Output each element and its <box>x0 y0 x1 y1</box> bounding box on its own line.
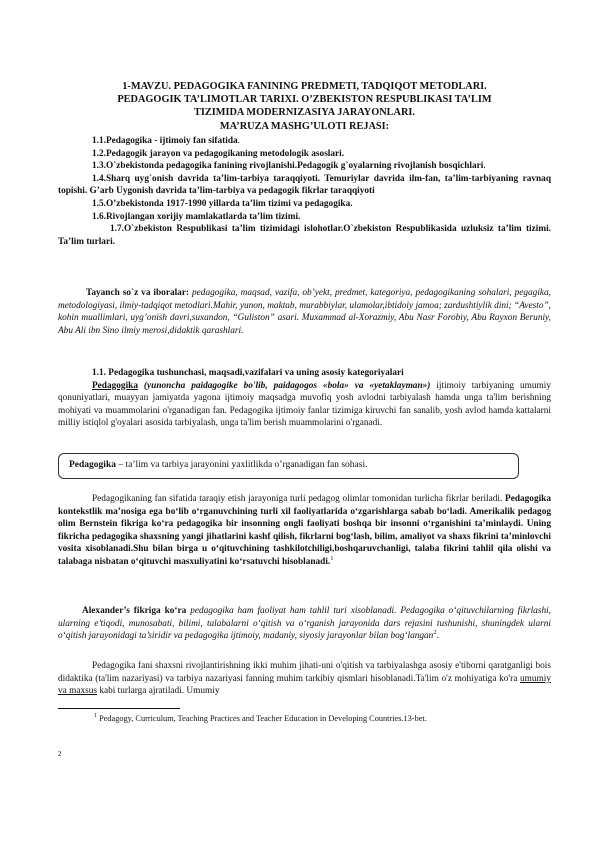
keywords-text: pedagogika, maqsad, vazifa, ob’yekt, predmet, kategoriya, pedagogikaning sohalari, pegagika, metodologiyasi, ilmiy-tadqiqot metodlari.Mahir, yunon, maktab, murabbiylar, ulamolar,ibtidoiy jamoa; zardushtiylik dini; “Avesto”, kohin muallimlari, uyg’onish davri,suxandon, “Guliston” asari. Muxammad al-Xorazmiy, Abu Nasr Forobiy, Abu Rayxon Beruniy, Abu Ali ibn Sino ilmiy merosi,didaktik qarashlari. <box>58 288 551 336</box>
section-1-1 <box>58 367 551 430</box>
title-line: PEDAGOGIK TA’LIMOTLAR TARIXI. O’ZBEKISTON RESPUBLIKASI TA’LIM <box>117 94 492 106</box>
plan-item: 1.6.Rivojlangan xorijiy mamlakatlarda ta’lim tizimi. <box>92 211 301 222</box>
page-number: 2 <box>58 750 62 758</box>
plan-heading: MA’RUZA MASHG’ULOTI REJASI: <box>219 120 390 132</box>
paragraph-didactics: Pedagogika fani shaxsni rivojlantirishning ikki muhim jihati-uni o'qitish va tarbiyalashga asosiy e'tiborni qaratganligi bois didaktika (ta'lim nazariyasi) va tarbiya nazariyasi fanning muhim tarkibiy qismlari hisoblanadi.Ta'lim o'z mohiyatiga ko'ra umumiy va maxsus kabi turlarga ajratiladi. Umumiy <box>58 661 551 697</box>
plan-item: 1.2.Pedagogik jarayon va pedagogikaning metodologik asoslari. <box>92 148 345 159</box>
keywords-paragraph <box>58 287 551 337</box>
etymology: (yunoncha paidagogike bo'lib, paidagogos «bola» va «yetaklayman») <box>137 380 431 391</box>
plan-item: 1.4.Sharq uyg`onish davrida ta’lim-tarbiya taraqqiyoti. Temuriylar davrida ilm-fan, ta’lim-tarbiyaning ravnaq topishi. G’arb Uygonish davrida ta’lim-tarbiya va pedagogik fikrlar taraqqiyoti <box>58 173 551 197</box>
plan-item: 1.5.O’zbekistonda 1917-1990 yillarda ta’lim tizimi va pedagogika. <box>92 198 353 209</box>
footnote-separator <box>58 708 180 709</box>
definition-box <box>58 453 519 479</box>
term-pedagogika: Pedagogika <box>92 380 138 391</box>
plan-item: 1.7.O`zbekiston Respublikasi ta’lim tizimidagi islohotlar.O`zbekiston Respublikasida uzluksiz ta’lim tizimi. Ta’lim turlari. <box>58 224 551 247</box>
lecture-plan <box>58 135 551 248</box>
plan-item: 1.3.O`zbekistonda pedagogika fanining rivojlanishi.Pedagogik g`oyalarning rivojlanish bosqichlari. <box>92 161 486 172</box>
footnote: $^1$ Pedagogy, Curriculum, Teaching Practices and Teacher Education in Developing Countries.13-bet. <box>94 713 427 723</box>
paragraph-alexander: Alexander’s fikriga ko‘ra pedagogika ham faoliyat ham tahlil turi xisoblanadi. Pedagogika o‘qituvchilarning fikrlashi, ularning e’tiqodi, munosabati, bilimi, talabalarni o‘qitish va o‘rganish jarayonida dars rejasini tushunishi, shuningdek ularni o‘qitish jarayonidagi ta’siridir va pedagogika ijtimoiy, madaniy, siyosiy jarayonlar bilan bog‘langan$^2$. <box>58 606 552 642</box>
lecture-title <box>58 80 551 133</box>
keywords-label: Tayanch so`z va iboralar: <box>86 288 190 298</box>
footnote-ref: 1 <box>330 554 334 562</box>
title-line: TIZIMIDA MODERNIZASIYA JARAYONLARI. <box>194 107 415 119</box>
plan-item: 1.1.Pedagogika - ijtimoiy fan sifatida. <box>92 136 240 146</box>
paragraph-bernstein: Pedagogikaning fan sifatida taraqiy etish jarayoniga turli pedagog olimlar tomonidan turlicha fikrlar beriladi. Pedagogika kontekstlik ma’nosiga ega bo‘lib o‘rganuvchining turli xil faoliyatlarida o‘zgarishlarga sabab bo‘ladi. Amerikalik pedagog olim Bernstein fikriga ko‘ra pedagogika bir insonning ongli faoliyati boshqa bir insonni o‘rganishini ta’minlaydi. Uning fikricha pedagogika shaxsning yangi jihatlarini kashf qilish, fikrlarni bog‘lash, bilim, amaliyot va shaxs fikrini ta’minlovchi vosita xisoblanadi.Shu bilan birga u o‘qituvchining tashkilotchiligi,boshqaruvchanligi, talaba fikrini tahlil qila olishi va talabaga nisbatan o‘qituvchi masxuliyatini ko‘rsatuvchi hisoblanadi.$^1$ <box>58 494 552 567</box>
section-heading: 1.1. Pedagogika tushunchasi, maqsadi,vazifalari va uning asosiy kategoriyalari <box>92 368 404 378</box>
section-paragraph: Pedagogika (yunoncha paidagogike bo'lib, paidagogos «bola» va «yetaklayman») ijtimoiy tarbiyaning umumiy qonuniyatlari, muayyan jamiyatda yagona ijtimoiy maqsadga muvofiq yosh avlodni tarbiyalash hamda unga ta'lim berishning mohiyati va muammolarini o'rganadigan fan. Pedagogika ijtimoiy fanlar tizimiga kiruvchi fan sanalib, yosh avlod hamda kattalarni milliy istiqlol g'oyalari asosida tarbiyalash, unga ta'lim berish muammolarini o'rganadi. <box>58 380 551 429</box>
definition-text: Pedagogika – ta’lim va tarbiya jarayonini yaxlitlikda o’rganadigan fan sohasi. <box>69 460 368 470</box>
footnote-ref: 2 <box>433 629 437 637</box>
title-line: 1-MAVZU. PEDAGOGIKA FANINING PREDMETI, TADQIQOT METODLARI. <box>122 81 487 92</box>
